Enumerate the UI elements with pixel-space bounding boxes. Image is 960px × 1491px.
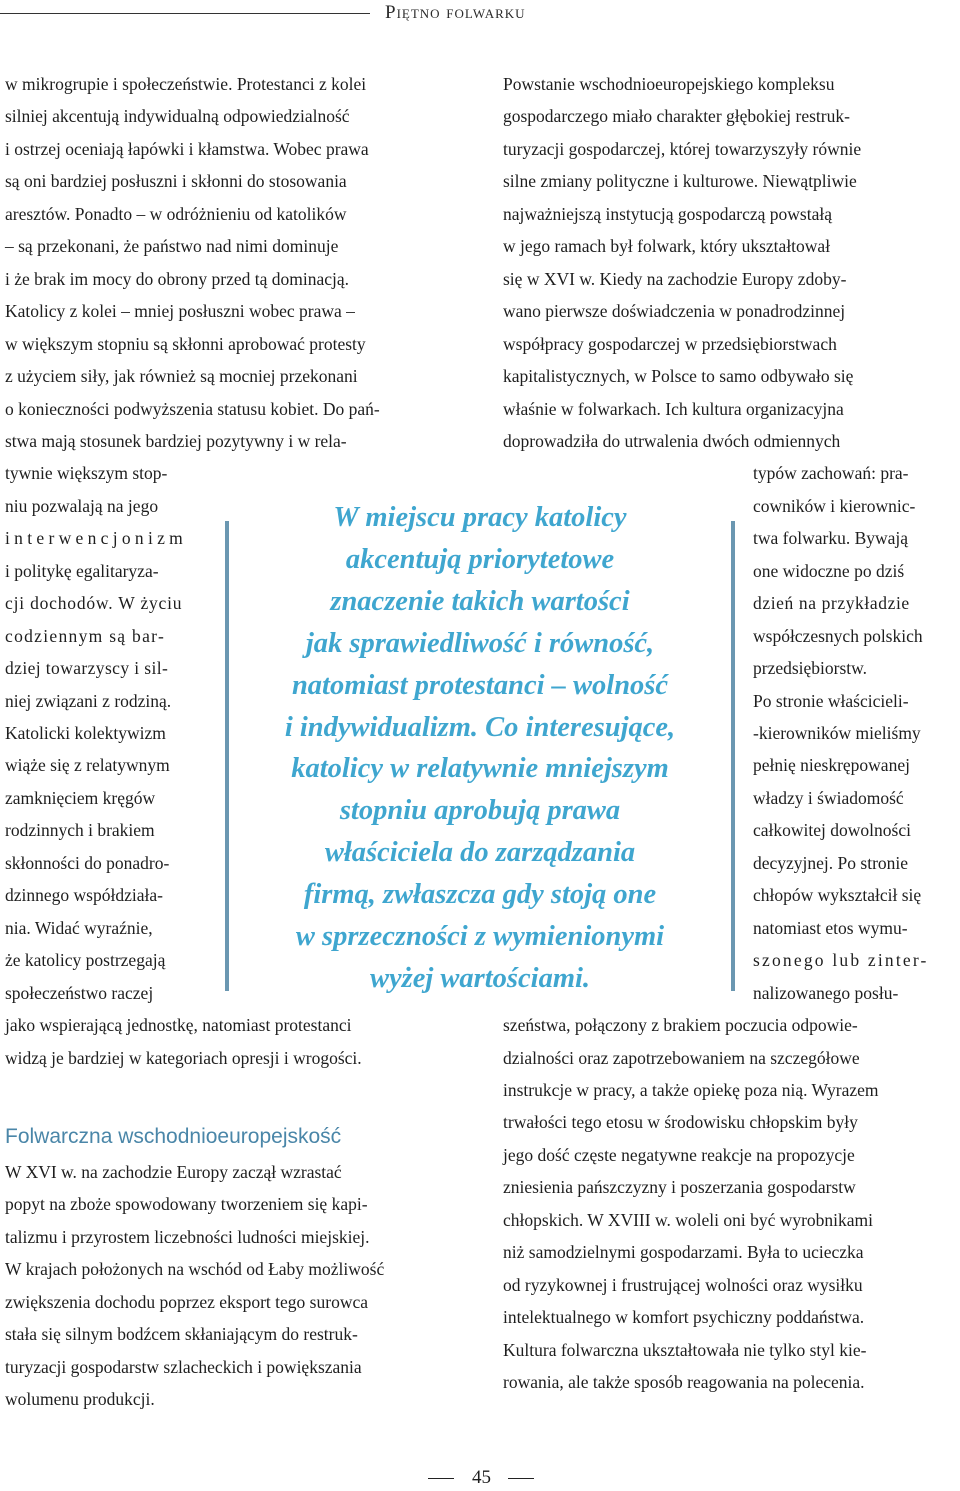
pull-quote-line: akcentują priorytetowe: [345, 543, 615, 575]
right-text-line: szeństwa, połączony z brakiem poczucia odpowie-: [503, 1015, 858, 1036]
right-text-line: intelektualnego w komfort psychiczny poddaństwa.: [503, 1307, 865, 1328]
right-text-line: natomiast etos wymu-: [753, 917, 908, 938]
right-text-line: najważniejszą instytucją gospodarczą powstałą: [503, 203, 832, 224]
left-text-line: aresztów. Ponadto – w odróżnieniu od katolików: [5, 203, 347, 224]
right-text-line: typów zachowań: pra-: [753, 463, 909, 484]
footer-dash-right: [508, 1478, 534, 1479]
right-text-line: Powstanie wschodnioeuropejskiego kompleksu: [503, 74, 835, 94]
page-footer: [0, 1467, 960, 1491]
right-text-line: jego dość częste negatywne reakcje na propozycje: [503, 1144, 855, 1165]
right-text-line: szonego lub zinter-: [753, 950, 929, 971]
left-text-line: jako wspierającą jednostkę, natomiast protestanci: [5, 1015, 352, 1036]
left-text-line: niej związani z rodziną.: [5, 690, 172, 711]
left-section-line: W XVI w. na zachodzie Europy zaczął wzrastać: [5, 1162, 342, 1182]
left-text-line: zamknięciem kręgów: [5, 787, 156, 808]
left-text-line: Katolicy z kolei – mniej posłuszni wobec prawa –: [5, 301, 355, 322]
right-text-line: Kultura folwarczna ukształtowała nie tylko styl kie-: [503, 1339, 867, 1360]
left-section-line: wolumenu produkcji.: [5, 1389, 155, 1410]
right-text-line: nalizowanego posłu-: [753, 982, 899, 1003]
right-text-line: niż samodzielnymi gospodarzami. Była to ucieczka: [503, 1242, 864, 1263]
right-text-line: władzy i świadomość: [753, 787, 904, 808]
left-text-line: dziej towarzyscy i sil-: [5, 658, 169, 679]
left-section-line: stała się silnym bodźcem skłaniającym do restruk-: [5, 1324, 358, 1345]
left-section-line: turyzacji gospodarstw szlacheckich i powiększania: [5, 1356, 362, 1377]
pull-quote-line: stopniu aprobują prawa: [339, 795, 621, 827]
pull-quote-line: w sprzeczności z wymienionymi: [295, 921, 665, 952]
left-section-line: zwiększenia dochodu poprzez eksport tego surowca: [5, 1291, 368, 1312]
pull-quote: [225, 497, 735, 1002]
pull-quote-line: jak sprawiedliwość i równość,: [305, 627, 655, 659]
left-text-line: i że brak im mocy do obrony przed tą dominacją.: [5, 268, 350, 289]
right-text-line: trwałości tego etosu w środowisku chłopskim były: [503, 1112, 858, 1133]
right-text-line: wano pierwsze doświadczenia w ponadrodzinnej: [503, 301, 846, 322]
left-text-line: nia. Widać wyraźnie,: [5, 917, 153, 938]
right-text-line: decyzyjnej. Po stronie: [753, 852, 909, 873]
right-text-line: cowników i kierownic-: [753, 495, 916, 516]
left-text-line: tywnie większym stop-: [5, 463, 168, 484]
left-text-line: w większym stopniu są skłonni aprobować protesty: [5, 333, 366, 354]
left-text-line: społeczeństwo raczej: [5, 982, 154, 1003]
left-text-line: i politykę egalitaryza-: [5, 560, 159, 581]
left-section-line: W krajach położonych na wschód od Łaby możliwość: [5, 1259, 385, 1280]
left-text-line: o konieczności podwyższenia statusu kobiet. Do pań-: [5, 398, 380, 419]
right-text-line: od ryzykownej i frustrującej wolności oraz wysiłku: [503, 1274, 863, 1295]
header-rule: [0, 13, 370, 14]
left-text-line: silniej akcentują indywidualną odpowiedzialność: [5, 106, 350, 127]
left-text-line: stwa mają stosunek bardziej pozytywny i w rela-: [5, 430, 347, 451]
right-text-line: Po stronie właścicieli-: [753, 690, 909, 711]
right-text-line: chłopów wykształcił się: [753, 885, 922, 906]
pull-quote-line: W miejscu pracy katolicy: [333, 502, 627, 533]
pull-quote-line: katolicy w relatywnie mniejszym: [291, 753, 669, 785]
right-text-line: rowania, ale także sposób reagowania na polecenia.: [503, 1372, 865, 1392]
running-title: Piętno folwarku: [385, 2, 526, 23]
pull-quote-line: właściciela do zarządzania: [324, 837, 636, 869]
right-text-line: całkowitej dowolności: [753, 820, 911, 841]
right-text-line: w jego ramach był folwark, który ukształtował: [503, 236, 831, 257]
left-text-line: rodzinnych i brakiem: [5, 820, 155, 841]
left-text-line: niu pozwalają na jego: [5, 495, 159, 516]
left-text-line: codziennym są bar-: [5, 625, 166, 646]
left-text-line: – są przekonani, że państwo nad nimi dominuje: [5, 236, 339, 257]
right-text-line: chłopskich. W XVIII w. woleli oni być wyrobnikami: [503, 1209, 874, 1230]
left-text-line: Katolicki kolektywizm: [5, 723, 166, 743]
left-text-line: dzinnego współdziała-: [5, 885, 163, 906]
left-text-line: z użyciem siły, jak również są mocniej przekonani: [5, 366, 358, 387]
right-text-line: turyzacji gospodarczej, której towarzyszyły równie: [503, 138, 862, 159]
pull-quote-line: znaczenie takich wartości: [330, 585, 630, 617]
left-text-line: że katolicy postrzegają: [5, 950, 166, 971]
left-text-line: i ostrzej oceniają łapówki i kłamstwa. Wobec prawa: [5, 138, 369, 159]
left-text-line: widzą je bardziej w kategoriach opresji i wrogości.: [5, 1047, 362, 1068]
left-text-line: cji dochodów. W życiu: [5, 593, 183, 614]
left-text-line: są oni bardziej posłuszni i skłonni do stosowania: [5, 171, 347, 192]
right-text-line: współpracy gospodarczej w przedsiębiorstwach: [503, 333, 837, 354]
right-text-line: instrukcje w pracy, a także opiekę poza nią. Wyrazem: [503, 1079, 879, 1100]
footer-dash-left: [428, 1478, 454, 1479]
right-text-line: -kierowników mieliśmy: [753, 723, 921, 743]
left-text-line: interwencjonizm: [5, 528, 188, 549]
right-text-line: kapitalistycznych, w Polsce to samo odbywało się: [503, 366, 854, 387]
right-text-line: dzień na przykładzie: [753, 593, 910, 614]
right-text-line: się w XVI w. Kiedy na zachodzie Europy zdoby-: [503, 268, 847, 289]
right-text-line: pełnię nieskrępowanej: [753, 755, 910, 776]
right-text-line: doprowadziła do utrwalenia dwóch odmiennych: [503, 430, 841, 451]
right-text-line: one widoczne po dziś: [753, 560, 905, 581]
right-text-line: zniesienia pańszczyzny i poszerzania gospodarstw: [503, 1177, 856, 1198]
left-section-line: talizmu i przyrostem liczebności ludności miejskiej.: [5, 1226, 370, 1247]
left-text-line: w mikrogrupie i społeczeństwie. Protestanci z kolei: [5, 74, 367, 94]
right-text-line: silne zmiany polityczne i kulturowe. Niewątpliwie: [503, 171, 857, 192]
section-heading: Folwarczna wschodnioeuropejskość: [5, 1125, 342, 1148]
left-text-line: skłonności do ponadro-: [5, 852, 170, 873]
pull-quote-line: i indywidualizm. Co interesujące,: [284, 711, 676, 743]
pull-quote-line: wyżej wartościami.: [369, 962, 591, 994]
pull-quote-line: firmą, zwłaszcza gdy stoją one: [303, 879, 657, 911]
page-number: 45: [472, 1467, 491, 1488]
right-text-line: twa folwarku. Bywają: [753, 528, 909, 549]
right-text-line: dzialności oraz zapotrzebowaniem na szczegółowe: [503, 1047, 860, 1068]
pull-quote-line: natomiast protestanci – wolność: [291, 669, 669, 701]
right-text-line: gospodarczego miało charakter głębokiej restruk-: [503, 106, 850, 127]
left-text-line: wiąże się z relatywnym: [5, 755, 170, 776]
left-section-line: popyt na zboże spowodowany tworzeniem się kapi-: [5, 1194, 368, 1215]
right-text-line: przedsiębiorstw.: [753, 658, 868, 679]
right-text-line: właśnie w folwarkach. Ich kultura organizacyjna: [503, 398, 844, 419]
right-text-line: współczesnych polskich: [753, 625, 923, 646]
